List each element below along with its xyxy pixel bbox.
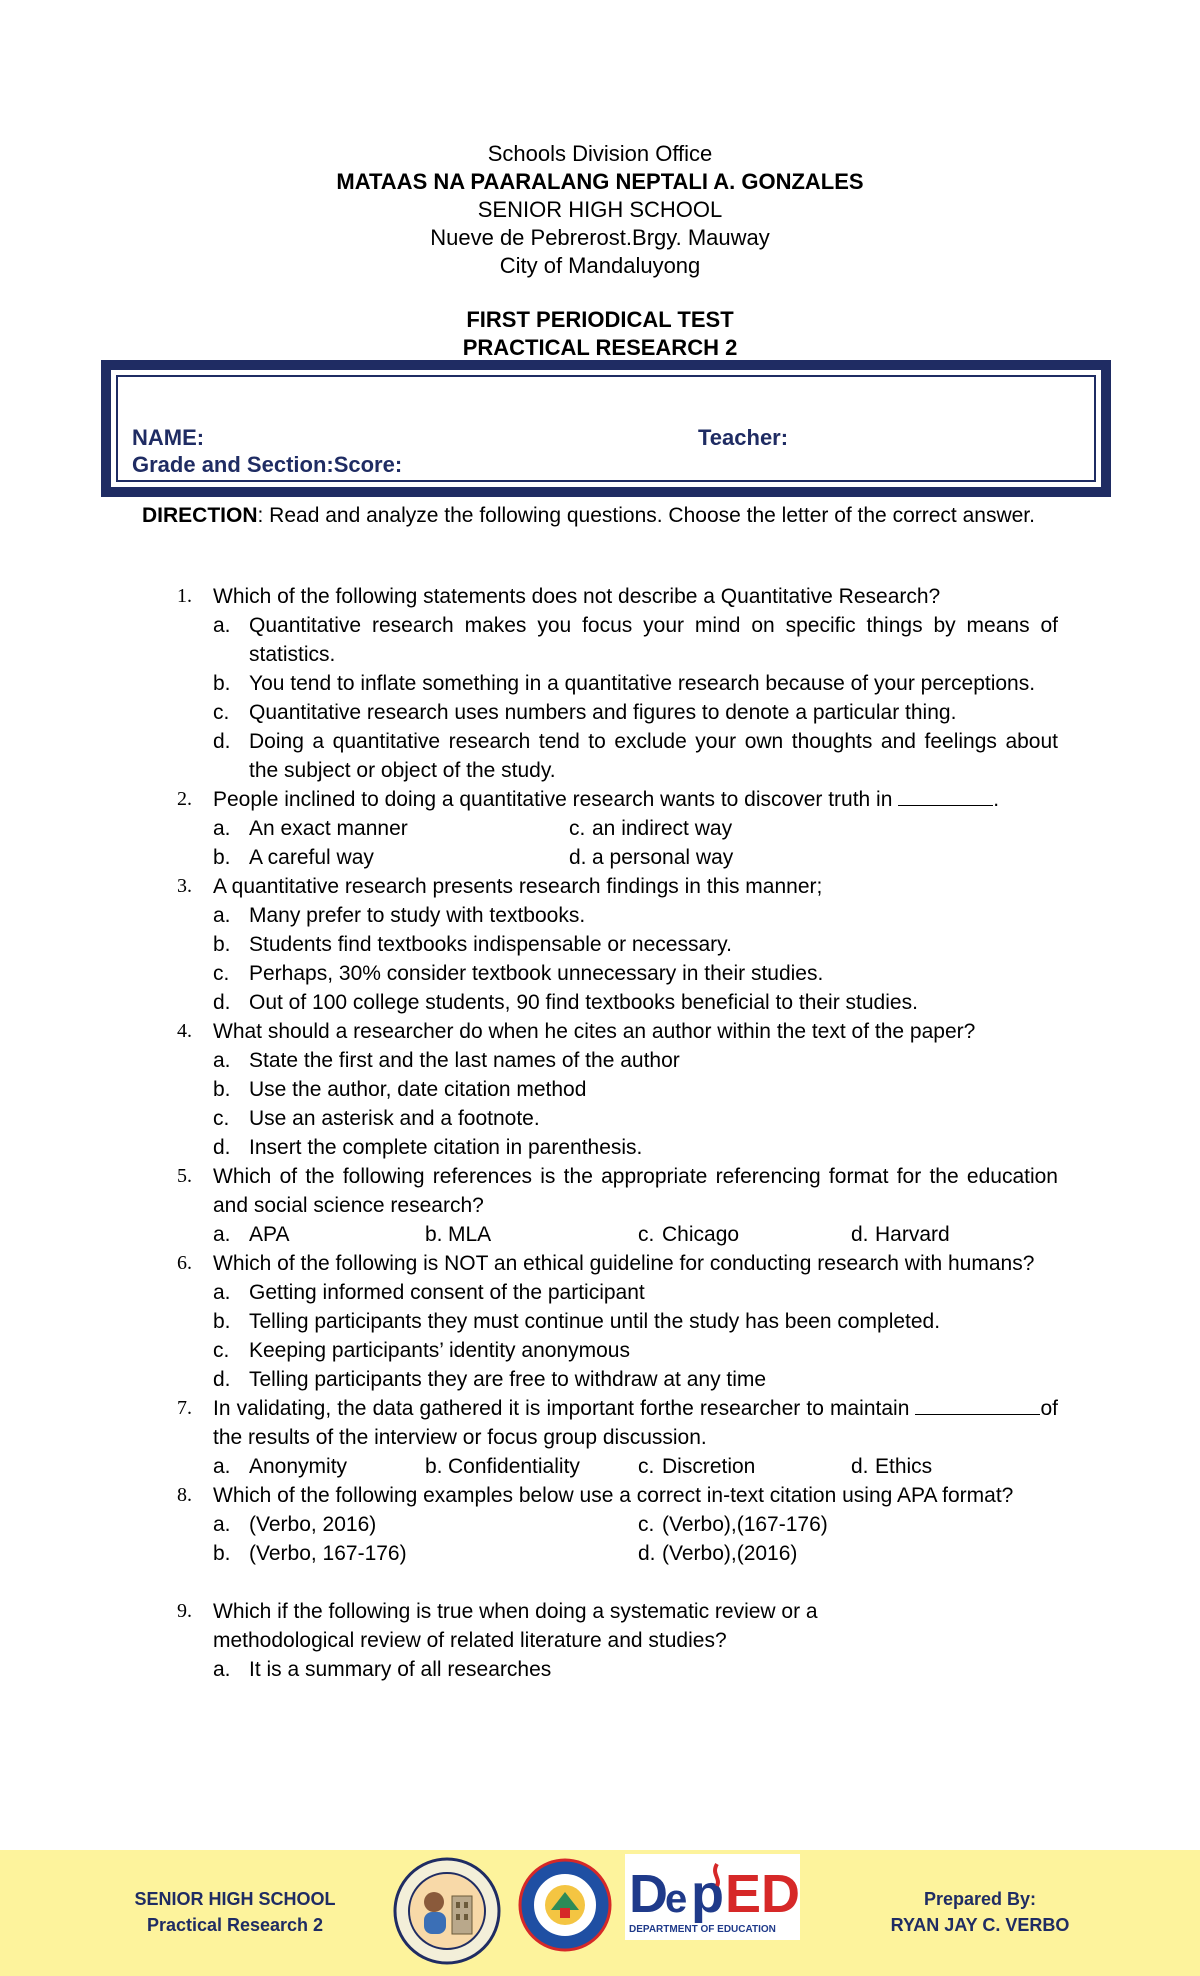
question-text: Which if the following is true when doing a systematic review or a methodological review of related literature and studies?	[213, 1600, 818, 1652]
option-letter: b.	[213, 846, 231, 869]
option-text: Perhaps, 30% consider textbook unnecessary in their studies.	[249, 962, 824, 985]
option-letter: b.	[213, 1542, 231, 1565]
option-letter: b.	[425, 1455, 443, 1478]
question-text: Which of the following statements does not describe a Quantitative Research?	[213, 585, 941, 608]
name-label: NAME:	[132, 425, 205, 450]
question-number: 9.	[177, 1600, 192, 1622]
option-letter: d.	[851, 1455, 869, 1478]
option-row-2-bd	[0, 843, 1200, 872]
option-1a	[213, 611, 1058, 669]
option-4d	[213, 1133, 1058, 1162]
document-header	[0, 140, 1200, 362]
question-text: In validating, the data gathered it is important forthe researcher to maintain	[213, 1397, 910, 1420]
division-office: Schools Division Office	[487, 141, 713, 166]
option-8b: (Verbo, 167-176)	[249, 1542, 407, 1565]
option-letter: d.	[851, 1223, 869, 1246]
option-5c: Chicago	[662, 1223, 740, 1246]
page-footer	[0, 1850, 1200, 1976]
footer-subject: Practical Research 2	[146, 1915, 324, 1935]
question-text: Which of the following is NOT an ethical guideline for conducting research with humans?	[213, 1252, 1035, 1275]
question-text: A quantitative research presents research findings in this manner;	[213, 875, 823, 898]
option-5d: Harvard	[875, 1223, 950, 1246]
option-text: Getting informed consent of the participant	[249, 1281, 645, 1304]
option-letter: c.	[213, 1339, 230, 1362]
option-letter: c.	[213, 1107, 230, 1130]
option-6b	[213, 1307, 1058, 1336]
student-info-inner	[116, 375, 1096, 482]
deped-logo-icon	[625, 1854, 800, 1940]
question-number: 3.	[177, 875, 192, 897]
footer-left	[95, 1886, 375, 1938]
option-2b: A careful way	[249, 846, 374, 869]
option-3a	[213, 901, 1058, 930]
option-text: Telling participants they must continue until the study has been completed.	[249, 1310, 941, 1333]
option-row-2-ac	[0, 814, 1200, 843]
option-7d: Ethics	[875, 1455, 933, 1478]
option-3c	[213, 959, 1058, 988]
option-5b: MLA	[448, 1223, 492, 1246]
question-6	[177, 1249, 1058, 1278]
option-4a	[213, 1046, 1058, 1075]
direction-body: : Read and analyze the following questions. Choose the letter of the correct answer.	[257, 504, 1035, 527]
option-7a: Anonymity	[249, 1455, 348, 1478]
question-number: 5.	[177, 1165, 192, 1187]
option-letter: d.	[213, 1136, 231, 1159]
option-row-8-bd	[0, 1539, 1200, 1568]
question-text: Which of the following examples below use a correct in-text citation using APA format?	[213, 1484, 1014, 1507]
option-letter: d.	[213, 1368, 231, 1391]
deped-logo	[625, 1854, 800, 1940]
question-3	[177, 872, 1058, 901]
option-letter: c.	[638, 1455, 655, 1478]
test-title: FIRST PERIODICAL TEST	[466, 307, 734, 332]
question-number: 6.	[177, 1252, 192, 1274]
option-letter: c.	[638, 1513, 655, 1536]
option-row-7	[0, 1452, 1200, 1481]
option-4c	[213, 1104, 1058, 1133]
school-name: MATAAS NA PAARALANG NEPTALI A. GONZALES	[336, 169, 864, 194]
question-text: Which of the following references is the appropriate referencing format for the education and social science research?	[213, 1165, 1058, 1217]
option-letter: a.	[213, 1513, 231, 1536]
direction-text	[142, 500, 1062, 531]
option-letter: a.	[213, 1658, 231, 1681]
school-city: City of Mandaluyong	[499, 253, 701, 278]
option-text: Keeping participants’ identity anonymous	[249, 1339, 630, 1362]
option-text: Students find textbooks indispensable or necessary.	[249, 933, 732, 956]
option-letter: c.	[638, 1223, 655, 1246]
division-seal-icon	[518, 1858, 612, 1952]
footer-right	[870, 1886, 1090, 1938]
footer-school-level: SENIOR HIGH SCHOOL	[134, 1889, 336, 1909]
answer-blank	[915, 1395, 1040, 1415]
question-list	[0, 582, 1200, 1684]
deped-subtitle: DEPARTMENT OF EDUCATION	[629, 1924, 776, 1935]
question-number: 7.	[177, 1397, 192, 1419]
question-7	[177, 1394, 1058, 1452]
option-1c	[213, 698, 1058, 727]
option-6a	[213, 1278, 1058, 1307]
option-row-5	[0, 1220, 1200, 1249]
option-text: Quantitative research uses numbers and figures to denote a particular thing.	[249, 701, 957, 724]
option-letter: d.	[638, 1542, 656, 1565]
school-address: Nueve de Pebrerost.Brgy. Mauway	[430, 225, 770, 250]
option-text: Use an asterisk and a footnote.	[249, 1107, 540, 1130]
option-letter: d.	[213, 730, 231, 753]
option-8a: (Verbo, 2016)	[249, 1513, 377, 1536]
option-text: Many prefer to study with textbooks.	[249, 904, 586, 927]
option-2c: an indirect way	[592, 817, 733, 840]
option-2d: a personal way	[592, 846, 734, 869]
question-1	[177, 582, 1058, 611]
question-text: What should a researcher do when he cites an author within the text of the paper?	[213, 1020, 976, 1043]
option-text: Insert the complete citation in parenthesis.	[249, 1136, 643, 1159]
option-text: State the first and the last names of the author	[249, 1049, 680, 1072]
option-letter: a.	[213, 1049, 231, 1072]
question-text-after-blank: of the results of the interview or focus group discussion.	[213, 1397, 1058, 1449]
option-letter: d.	[569, 846, 587, 869]
question-4	[177, 1017, 1058, 1046]
option-text: Quantitative research makes you focus your mind on specific things by means of statistics.	[249, 614, 1058, 666]
question-9	[177, 1597, 913, 1655]
option-text: Use the author, date citation method	[249, 1078, 587, 1101]
option-letter: d.	[213, 991, 231, 1014]
option-2a: An exact manner	[249, 817, 408, 840]
question-text-end: .	[993, 788, 1000, 811]
option-8c: (Verbo),(167-176)	[662, 1513, 828, 1536]
option-4b	[213, 1075, 1058, 1104]
option-7c: Discretion	[662, 1455, 756, 1478]
option-letter: a.	[213, 614, 231, 637]
option-letter: b.	[213, 672, 231, 695]
prepared-by-name: RYAN JAY C. VERBO	[890, 1915, 1070, 1935]
answer-blank	[898, 786, 993, 806]
grade-section-score-label: Grade and Section:Score:	[132, 452, 403, 477]
option-row-8-ac	[0, 1510, 1200, 1539]
option-letter: c.	[213, 701, 230, 724]
deped-wordmark-e: e	[665, 1877, 688, 1921]
question-number: 2.	[177, 788, 192, 810]
student-info-box	[101, 360, 1111, 497]
prepared-by-label: Prepared By:	[923, 1889, 1037, 1909]
option-3d	[213, 988, 1058, 1017]
option-1b	[213, 669, 1058, 698]
subject-title: PRACTICAL RESEARCH 2	[462, 335, 738, 360]
question-number: 8.	[177, 1484, 192, 1506]
deped-wordmark-p: p	[691, 1864, 724, 1924]
option-letter: c.	[213, 962, 230, 985]
option-8d: (Verbo),(2016)	[662, 1542, 798, 1565]
option-letter: c.	[569, 817, 586, 840]
school-seal-icon	[392, 1856, 502, 1966]
option-letter: a.	[213, 904, 231, 927]
deped-wordmark-red: ED	[725, 1864, 800, 1924]
question-5	[177, 1162, 1058, 1220]
option-letter: a.	[213, 1223, 231, 1246]
option-letter: b.	[213, 1310, 231, 1333]
option-9a	[213, 1655, 1058, 1684]
option-6c	[213, 1336, 1058, 1365]
direction-label: DIRECTION	[142, 504, 258, 527]
option-7b: Confidentiality	[448, 1455, 580, 1478]
option-letter: b.	[213, 1078, 231, 1101]
question-number: 1.	[177, 585, 192, 607]
option-letter: a.	[213, 1281, 231, 1304]
option-text: Telling participants they are free to withdraw at any time	[249, 1368, 767, 1391]
option-3b	[213, 930, 1058, 959]
option-text: It is a summary of all researches	[249, 1658, 552, 1681]
option-5a: APA	[249, 1223, 290, 1246]
option-text: Out of 100 college students, 90 find textbooks beneficial to their studies.	[249, 991, 918, 1014]
option-letter: a.	[213, 1455, 231, 1478]
option-text: Doing a quantitative research tend to exclude your own thoughts and feelings about the subject or object of the study.	[249, 730, 1058, 782]
option-letter: b.	[425, 1223, 443, 1246]
question-number: 4.	[177, 1020, 192, 1042]
school-level: SENIOR HIGH SCHOOL	[477, 197, 723, 222]
teacher-label: Teacher:	[698, 425, 789, 450]
question-2	[177, 785, 1058, 814]
option-letter: a.	[213, 817, 231, 840]
option-letter: b.	[213, 933, 231, 956]
question-text: People inclined to doing a quantitative research wants to discover truth in	[213, 788, 893, 811]
option-6d	[213, 1365, 1058, 1394]
question-8	[177, 1481, 1058, 1510]
option-text: You tend to inflate something in a quantitative research because of your perceptions.	[249, 672, 1036, 695]
option-1d	[213, 727, 1058, 785]
deped-wordmark-blue: D	[629, 1864, 668, 1924]
